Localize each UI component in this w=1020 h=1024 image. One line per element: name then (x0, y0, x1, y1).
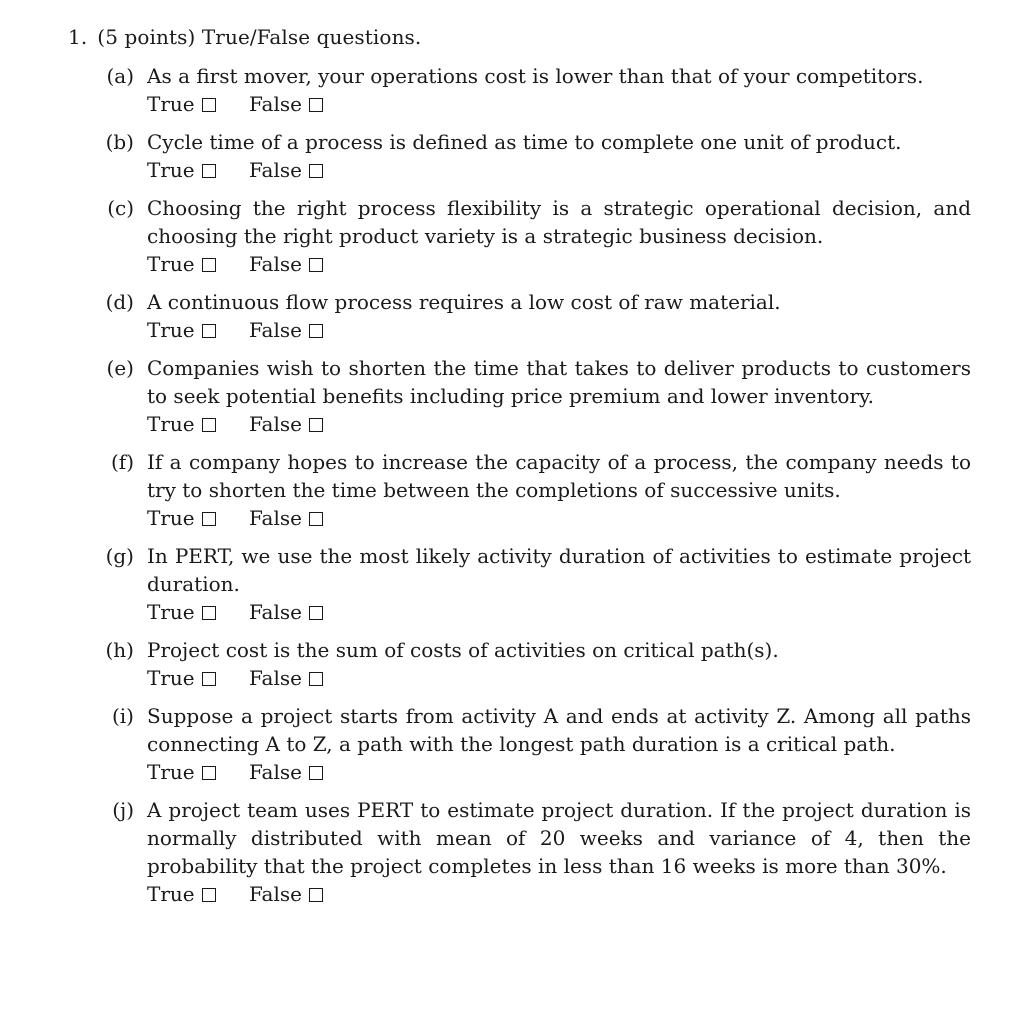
item-label: (i) (111, 704, 134, 728)
question-item-e (0, 354, 1020, 438)
false-label: False (249, 600, 302, 624)
false-checkbox[interactable] (309, 164, 323, 178)
item-label: (g) (105, 544, 134, 568)
true-checkbox[interactable] (202, 512, 216, 526)
true-checkbox[interactable] (202, 672, 216, 686)
false-checkbox[interactable] (309, 512, 323, 526)
true-checkbox[interactable] (202, 606, 216, 620)
item-label: (f) (110, 450, 134, 474)
question-item-f (0, 448, 1020, 532)
item-text: Project cost is the sum of costs of activities on critical path(s). (147, 638, 779, 662)
question-items (0, 62, 1020, 908)
item-text: A continuous flow process requires a low cost of raw material. (147, 290, 781, 314)
true-label: True (147, 506, 195, 530)
true-label: True (147, 600, 195, 624)
item-text: Suppose a project starts from activity A and ends at activity Z. Among all paths connecting A to Z, a path with the longest path duration is a critical path. (147, 704, 971, 756)
true-label: True (147, 412, 195, 436)
true-checkbox[interactable] (202, 418, 216, 432)
question-item-d (0, 288, 1020, 344)
true-label: True (147, 318, 195, 342)
true-false-options (147, 410, 1020, 438)
true-false-options (147, 156, 1020, 184)
true-false-options (147, 758, 1020, 786)
false-checkbox[interactable] (309, 324, 323, 338)
true-label: True (147, 666, 195, 690)
false-label: False (249, 666, 302, 690)
false-checkbox[interactable] (309, 672, 323, 686)
false-checkbox[interactable] (309, 888, 323, 902)
true-false-options (147, 664, 1020, 692)
true-label: True (147, 882, 195, 906)
question-title: (5 points) True/False questions. (97, 25, 422, 49)
true-checkbox[interactable] (202, 766, 216, 780)
true-label: True (147, 158, 195, 182)
item-label: (d) (105, 290, 134, 314)
question-item-g (0, 542, 1020, 626)
false-checkbox[interactable] (309, 98, 323, 112)
false-label: False (249, 252, 302, 276)
false-checkbox[interactable] (309, 418, 323, 432)
item-label: (h) (105, 638, 134, 662)
question-item-i (0, 702, 1020, 786)
question-item-c (0, 194, 1020, 278)
false-label: False (249, 760, 302, 784)
item-text: Cycle time of a process is defined as time to complete one unit of product. (147, 130, 902, 154)
item-text: As a first mover, your operations cost is lower than that of your competitors. (147, 64, 924, 88)
question-number: 1. (68, 25, 88, 49)
false-label: False (249, 506, 302, 530)
item-label: (a) (106, 64, 134, 88)
false-label: False (249, 318, 302, 342)
true-checkbox[interactable] (202, 324, 216, 338)
true-label: True (147, 760, 195, 784)
question-item-a (0, 62, 1020, 118)
question-item-h (0, 636, 1020, 692)
item-label: (e) (106, 356, 134, 380)
false-label: False (249, 92, 302, 116)
true-false-options (147, 880, 1020, 908)
true-checkbox[interactable] (202, 164, 216, 178)
item-text: A project team uses PERT to estimate project duration. If the project duration is normally distributed with mean of 20 weeks and variance of 4, then the probability that the project completes in less than 16 weeks is more than 30%. (147, 798, 971, 878)
true-label: True (147, 92, 195, 116)
question-header (68, 24, 421, 50)
false-label: False (249, 158, 302, 182)
item-label: (j) (112, 798, 134, 822)
true-false-options (147, 250, 1020, 278)
false-checkbox[interactable] (309, 258, 323, 272)
true-false-options (147, 316, 1020, 344)
false-checkbox[interactable] (309, 606, 323, 620)
true-checkbox[interactable] (202, 258, 216, 272)
true-checkbox[interactable] (202, 98, 216, 112)
question-item-b (0, 128, 1020, 184)
item-label: (c) (107, 196, 134, 220)
false-label: False (249, 412, 302, 436)
question-item-j (0, 796, 1020, 908)
item-label: (b) (105, 130, 134, 154)
true-false-options (147, 598, 1020, 626)
true-false-options (147, 90, 1020, 118)
true-false-options (147, 504, 1020, 532)
false-label: False (249, 882, 302, 906)
item-text: Companies wish to shorten the time that takes to deliver products to customers to seek potential benefits including price premium and lower inventory. (147, 356, 971, 408)
item-text: Choosing the right process flexibility is a strategic operational decision, and choosing the right product variety is a strategic business decision. (147, 196, 971, 248)
true-label: True (147, 252, 195, 276)
item-text: If a company hopes to increase the capacity of a process, the company needs to try to shorten the time between the completions of successive units. (147, 450, 971, 502)
false-checkbox[interactable] (309, 766, 323, 780)
item-text: In PERT, we use the most likely activity duration of activities to estimate project duration. (147, 544, 971, 596)
true-checkbox[interactable] (202, 888, 216, 902)
